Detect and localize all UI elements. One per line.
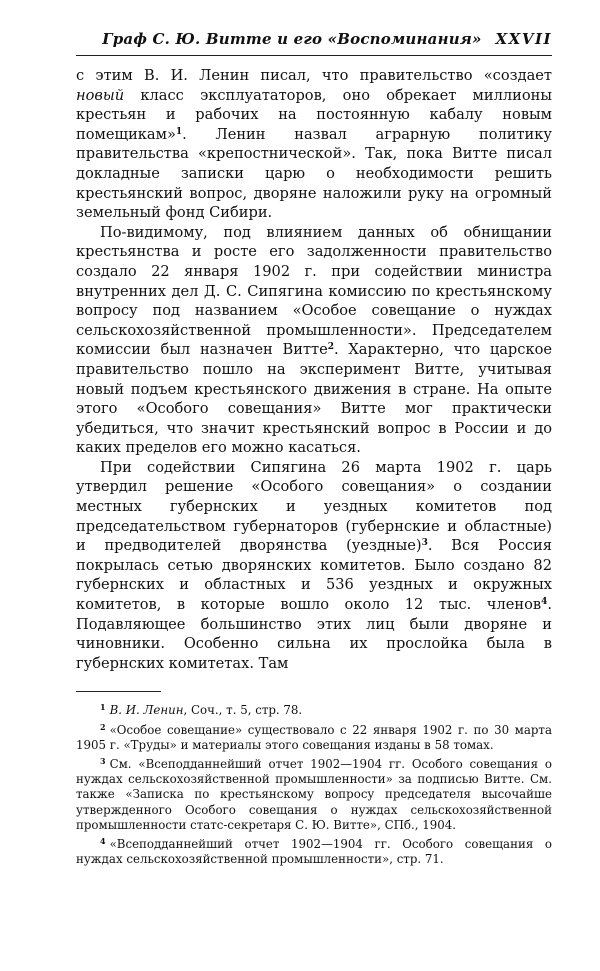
footnotes [76, 700, 552, 867]
paragraph-1: с этим В. И. Ленин писал, что правительство «создает новый класс эксплуататоров, оно обрекает миллионы крестьян и рабочих на постоянную кабалу новым помещикам»$^1$. Ленин назвал аграрную политику правительства «крепостнической». Так, пока Витте писал докладные записки царю о необходимости решить крестьянский вопрос, дворяне наложили руку на огромный земельный фонд Сибири. [76, 67, 552, 222]
footnote-3: $^3$ См. «Всеподданнейший отчет 1902—1904 гг. Особого совещания о нуждах сельскохозяйственной промышленности» за подписью Витте. См. также «Записка по крестьянскому вопросу председателя высочайше утвержденного Особого совещания о нуждах сельскохозяйственной промышленности статс-секретаря С. Ю. Витте», СПб., 1904. [76, 756, 552, 832]
paragraph-2: По-видимому, под влиянием данных об обнищании крестьянства и росте его задолженности правительство создало 22 января 1902 г. при содействии министра внутренних дел Д. С. Сипягина комиссию по крестьянскому вопросу под названием «Особое совещание о нуждах сельскохозяйственной промышленности». Председателем комиссии был назначен Витте$^2$. Характерно, что царское правительство пошло на эксперимент Витте, учитывая новый подъем крестьянского движения в стране. На опыте этого «Особого совещания» Витте мог практически убедиться, что значит крестьянский вопрос в России и до каких пределов его можно касаться. [76, 223, 552, 457]
emphasis-word: новый [76, 86, 125, 104]
running-header [76, 30, 552, 56]
footnote-ref-4: 4 [541, 597, 548, 608]
footnote-ref-3: 3 [421, 538, 428, 549]
footnote-4: $^4$ «Всеподданнейший отчет 1902—1904 гг. Особого совещания о нуждах сельскохозяйственной промышленности», стр. 71. [76, 836, 552, 867]
footnote-author: В. И. Ленин [109, 703, 184, 718]
footnote-divider [76, 691, 161, 692]
book-page [76, 30, 552, 867]
body-text [76, 66, 552, 673]
paragraph-3: При содействии Сипягина 26 марта 1902 г. царь утвердил решение «Особого совещания» о создании местных губернских и уездных комитетов под председательством губернаторов (губернские и областные) и предводителей дворянства (уездные)$^3$. Вся Россия покрылась сетью дворянских комитетов. Было создано 82 губернских и областных и 536 уездных и окружных комитетов, в которые вошло около 12 тыс. членов$^4$. Подавляющее большинство этих лиц были дворяне и чиновники. Особенно сильна их прослойка была в губернских комитетах. Там [76, 458, 552, 672]
footnote-ref-1: 1 [175, 126, 183, 137]
running-title: Граф С. Ю. Витте и его «Воспоминания» [102, 30, 482, 48]
footnote-ref-2: 2 [327, 342, 335, 353]
page-number: XXVII [495, 30, 552, 48]
footnote-2: $^2$ «Особое совещание» существовало с 22 января 1902 г. по 30 марта 1905 г. «Труды» и материалы этого совещания изданы в 58 томах. [76, 721, 552, 752]
footnote-1: $^1$ В. И. Ленин, Соч., т. 5, стр. 78. [100, 702, 303, 718]
